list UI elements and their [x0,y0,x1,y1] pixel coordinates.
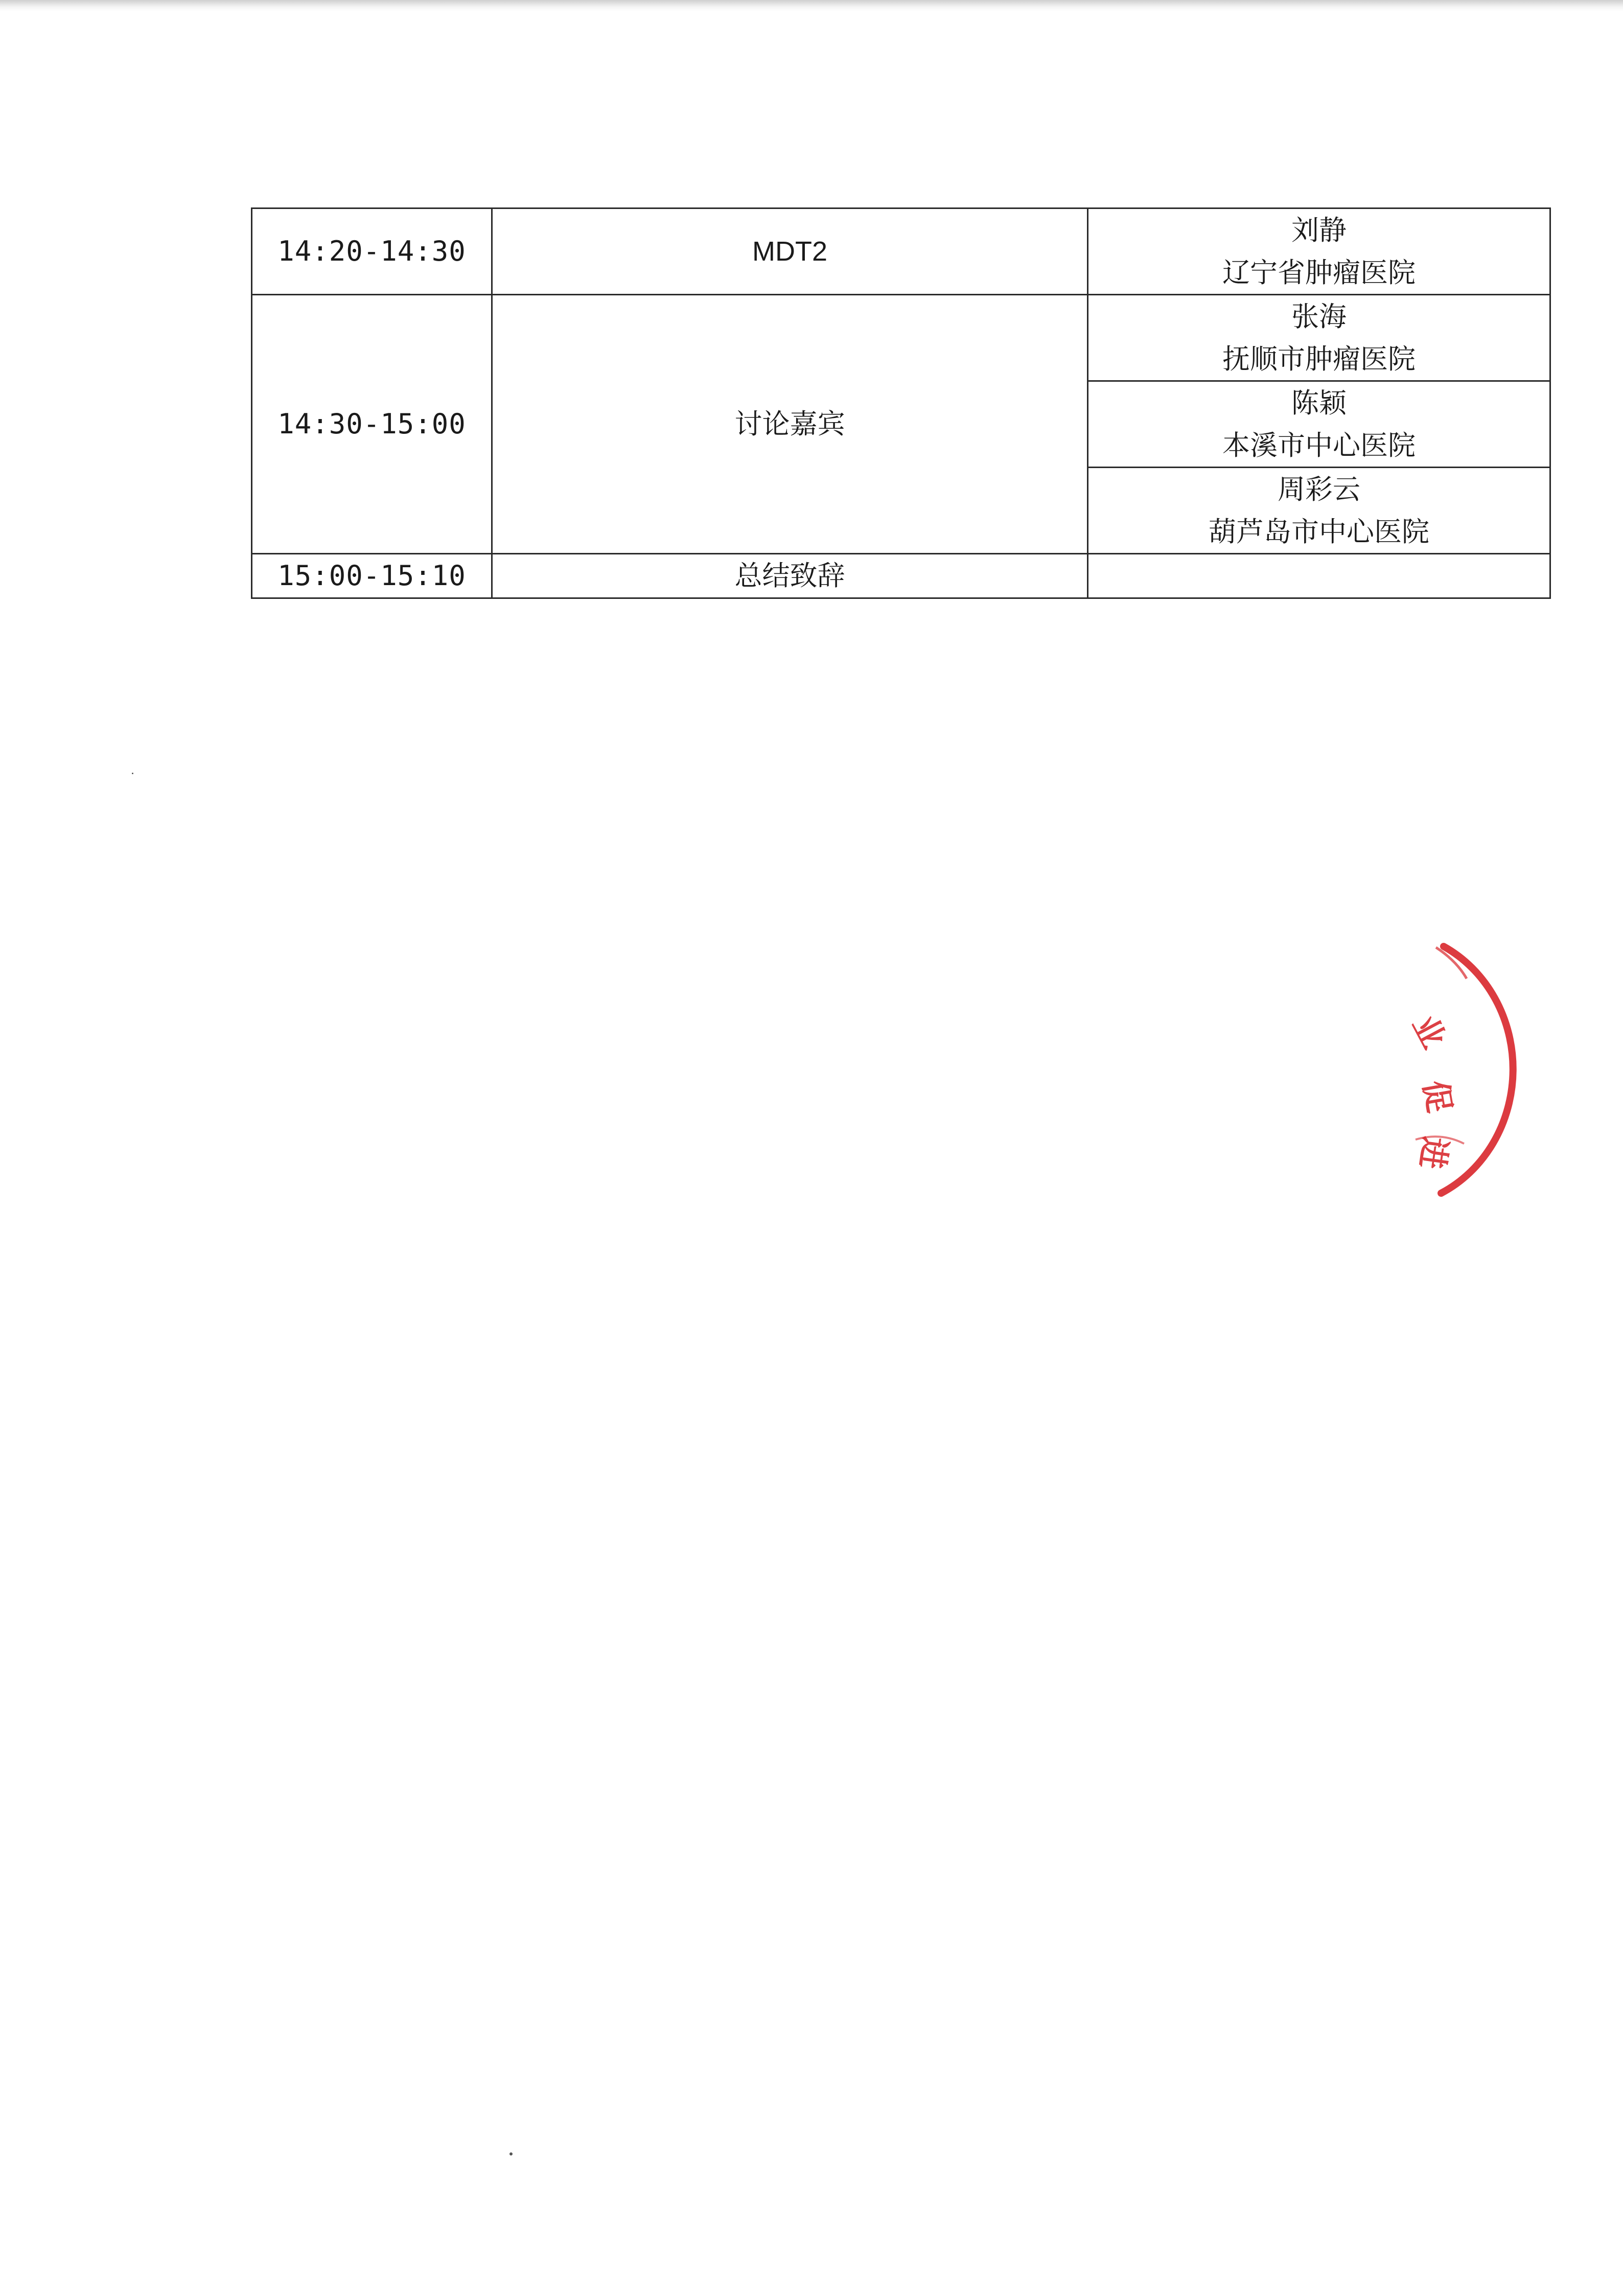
svg-text:业: 业 [1405,1009,1453,1055]
schedule-table [251,207,1551,599]
time-cell: 14:30-15:00 [252,295,492,554]
topic-cell: MDT2 [492,208,1088,295]
scan-top-edge [0,0,1623,11]
table-row [252,295,1550,381]
speaker-cell [1088,208,1550,295]
speaker-organization: 本溪市中心医院 [1222,429,1416,461]
red-seal-stamp [1380,930,1533,1216]
scan-speck [509,2152,513,2155]
time-cell: 15:00-15:10 [252,554,492,598]
topic-cell: 总结致辞 [492,554,1088,598]
svg-text:进: 进 [1413,1134,1455,1171]
speaker-cell [1088,295,1550,381]
speaker-cell [1088,381,1550,468]
speaker-organization: 辽宁省肿瘤医院 [1222,257,1416,289]
seal-graphic [1380,930,1533,1216]
speaker-name: 刘静 [1291,214,1347,246]
speaker-name: 陈颖 [1291,387,1347,419]
speaker-organization: 葫芦岛市中心医院 [1209,516,1429,548]
speaker-organization: 抚顺市肿瘤医院 [1222,343,1416,375]
table-row [252,554,1550,598]
speaker-name: 张海 [1291,300,1347,333]
speaker-name: 周彩云 [1278,473,1360,505]
scan-speck [132,773,133,774]
topic-cell: 讨论嘉宾 [492,295,1088,554]
time-cell: 14:20-14:30 [252,208,492,295]
speaker-cell [1088,468,1550,554]
svg-text:促: 促 [1416,1077,1458,1116]
table-row [252,208,1550,295]
speaker-cell-empty [1088,554,1550,598]
